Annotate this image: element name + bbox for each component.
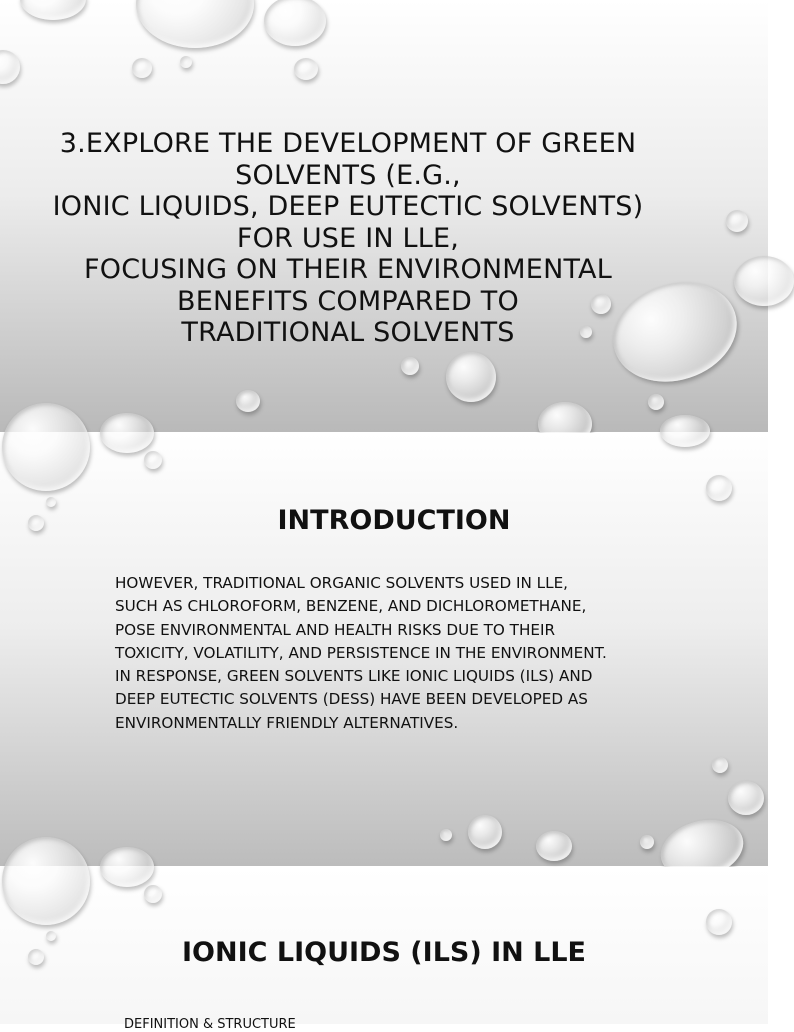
body-line: IN RESPONSE, GREEN SOLVENTS LIKE IONIC LIQUIDS (ILS) AND xyxy=(115,667,593,686)
water-drop-decoration xyxy=(706,909,732,935)
water-drop-decoration xyxy=(2,837,90,925)
water-drop-decoration xyxy=(144,451,162,469)
water-drop-decoration xyxy=(144,885,162,903)
body-line: DEEP EUTECTIC SOLVENTS (DESS) HAVE BEEN DEVELOPED AS xyxy=(115,690,588,709)
slide-1 xyxy=(0,0,768,432)
water-drop-decoration xyxy=(2,403,90,491)
body-line: POSE ENVIRONMENTAL AND HEALTH RISKS DUE TO THEIR xyxy=(115,620,555,639)
water-drop-decoration xyxy=(294,58,318,80)
title-line: SOLVENTS (E.G., xyxy=(235,159,461,191)
introduction-heading: INTRODUCTION xyxy=(277,505,511,536)
body-line: TOXICITY, VOLATILITY, AND PERSISTENCE IN THE ENVIRONMENT. xyxy=(115,643,607,662)
body-line: HOWEVER, TRADITIONAL ORGANIC SOLVENTS USED IN LLE, xyxy=(115,574,569,592)
water-drop-decoration xyxy=(660,415,710,447)
water-drop-decoration xyxy=(0,50,20,84)
water-drop-decoration xyxy=(712,757,728,773)
title-line: IONIC LIQUIDS, DEEP EUTECTIC SOLVENTS) xyxy=(52,191,644,222)
slide-3 xyxy=(0,867,768,1032)
water-drop-decoration xyxy=(468,815,502,849)
water-drop-decoration xyxy=(236,390,260,412)
water-drop-decoration xyxy=(132,58,152,78)
water-drop-decoration xyxy=(446,352,496,402)
definition-structure-subheading: DEFINITION & STRUCTURE xyxy=(124,1017,296,1032)
title-line: TRADITIONAL SOLVENTS xyxy=(181,317,515,348)
water-drop-decoration xyxy=(536,831,572,861)
water-drop-decoration xyxy=(706,475,732,501)
slide-1-title xyxy=(30,128,666,349)
water-drop-decoration xyxy=(440,829,452,841)
water-drop-decoration xyxy=(648,394,664,410)
water-drop-decoration xyxy=(180,56,192,68)
water-drop-decoration xyxy=(136,0,254,48)
slide-2 xyxy=(0,433,768,866)
body-line: ENVIRONMENTALLY FRIENDLY ALTERNATIVES. xyxy=(115,713,459,732)
water-drop-decoration xyxy=(264,0,326,46)
water-drop-decoration xyxy=(100,847,154,887)
title-line: FOR USE IN LLE, xyxy=(236,222,460,254)
water-drop-decoration xyxy=(734,256,794,306)
introduction-body xyxy=(115,572,675,735)
title-line: FOCUSING ON THEIR ENVIRONMENTAL xyxy=(84,254,612,285)
water-drop-decoration xyxy=(100,413,154,453)
water-drop-decoration xyxy=(728,781,764,815)
title-line: 3.EXPLORE THE DEVELOPMENT OF GREEN xyxy=(59,128,637,159)
water-drop-decoration xyxy=(640,835,654,849)
title-line: BENEFITS COMPARED TO xyxy=(177,285,519,317)
water-drop-decoration xyxy=(20,0,86,20)
water-drop-decoration xyxy=(401,357,419,375)
body-line: SUCH AS CHLOROFORM, BENZENE, AND DICHLOROMETHANE, xyxy=(115,597,587,616)
ionic-liquids-heading: IONIC LIQUIDS (ILS) IN LLE xyxy=(182,937,586,968)
water-drop-decoration xyxy=(726,210,748,232)
